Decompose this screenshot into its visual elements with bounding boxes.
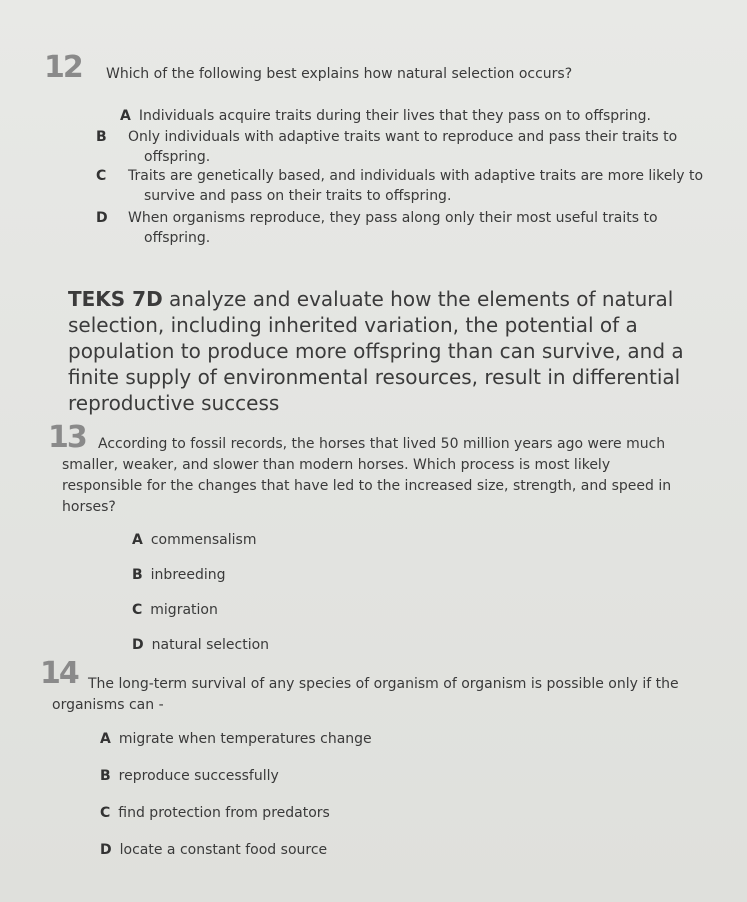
teks-standard [68, 286, 688, 416]
q13-option-b[interactable] [132, 565, 226, 585]
question-14-number: 14 [40, 656, 78, 691]
q12-option-d[interactable]: D When organisms reproduce, they pass along only their most useful traits to offspring. [96, 210, 658, 246]
option-letter: C [100, 805, 111, 821]
option-text: Individuals acquire traits during their lives that they pass on to offspring. [138, 108, 651, 124]
option-text: find protection from predators [118, 805, 330, 821]
teks-code: TEKS 7D [68, 287, 163, 311]
option-letter: D [132, 637, 144, 653]
q12-option-a[interactable] [120, 106, 700, 126]
option-text: Traits are genetically based, and individuals with adaptive traits are more likely to survive and pass on their traits to offspring. [128, 168, 704, 204]
option-text: commensalism [150, 532, 257, 548]
q12-option-b[interactable]: B Only individuals with adaptive traits want to reproduce and pass their traits to offspring. [96, 129, 678, 165]
q14-option-b[interactable] [100, 766, 279, 786]
option-letter: A [120, 108, 131, 124]
option-text: reproduce successfully [118, 768, 279, 784]
option-letter: A [132, 532, 143, 548]
option-text: Only individuals with adaptive traits want to reproduce and pass their traits to offspring. [128, 129, 678, 165]
question-13-stem: According to fossil records, the horses that lived 50 million years ago were much smaller, weaker, and slower than modern horses. Which process is most likely responsible for the changes that have led to the increased size, strength, and speed in horses? [62, 436, 672, 515]
option-text: locate a constant food source [119, 842, 328, 858]
option-letter: A [100, 731, 111, 747]
option-text: inbreeding [150, 567, 226, 583]
teks-text: analyze and evaluate how the elements of natural selection, including inherited variation, the potential of a population to produce more offspring than can survive, and a finite supply of environmental resources, result in differential reproductive success [68, 287, 684, 415]
q14-option-d[interactable] [100, 840, 327, 860]
q14-option-c[interactable] [100, 803, 330, 823]
option-text: When organisms reproduce, they pass along only their most useful traits to offspring. [128, 210, 658, 246]
question-12-number: 12 [44, 50, 82, 85]
option-letter: B [132, 567, 143, 583]
question-13-number: 13 [48, 420, 86, 455]
question-14-stem: The long-term survival of any species of organism of organism is possible only if the organisms can - [52, 676, 679, 713]
option-letter: C [132, 602, 143, 618]
q14-option-a[interactable] [100, 729, 372, 749]
option-letter: D [100, 842, 112, 858]
question-12-stem: Which of the following best explains how natural selection occurs? [106, 66, 573, 82]
option-letter: B [100, 768, 111, 784]
option-text: migrate when temperatures change [118, 731, 372, 747]
q13-option-a[interactable] [132, 530, 256, 550]
q12-option-c[interactable]: C Traits are genetically based, and individuals with adaptive traits are more likely to survive and pass on their traits to offspring. [96, 168, 704, 204]
q13-option-c[interactable] [132, 600, 218, 620]
option-text: natural selection [151, 637, 270, 653]
option-text: migration [150, 602, 218, 618]
q13-option-d[interactable] [132, 635, 269, 655]
